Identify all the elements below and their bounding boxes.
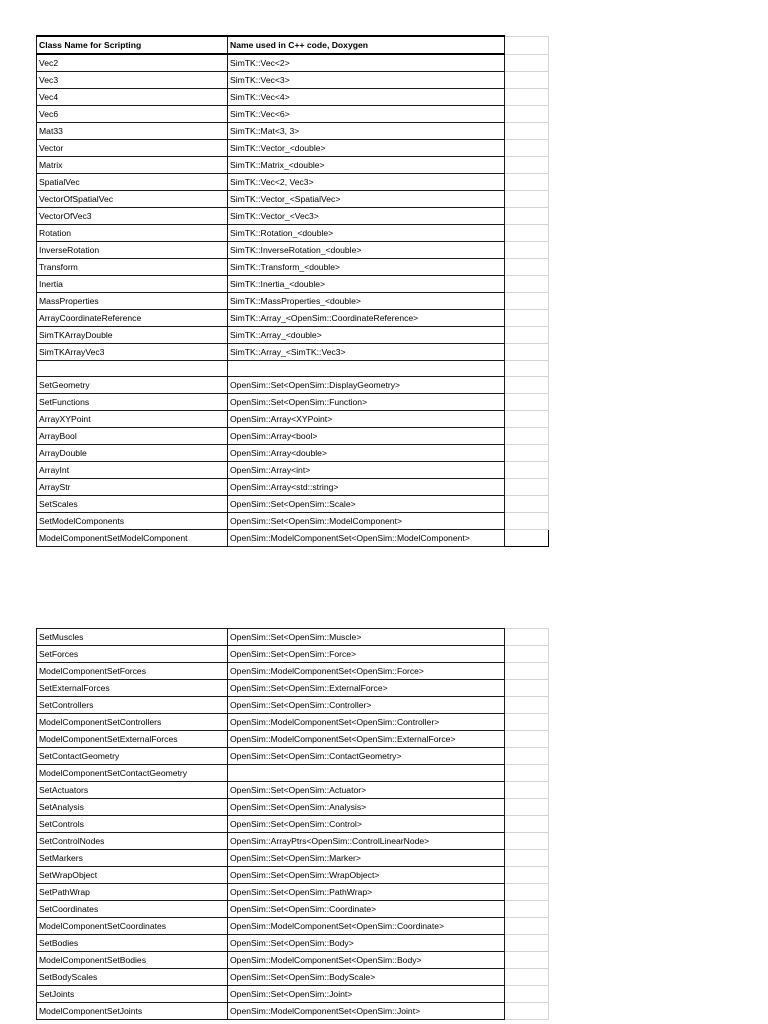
table-row	[37, 833, 549, 850]
cpp-name-cell: OpenSim::ModelComponentSet<OpenSim::Force>	[228, 663, 505, 680]
table-row	[37, 54, 549, 72]
table-row	[37, 191, 549, 208]
empty-grid-cell	[505, 140, 549, 157]
empty-grid-cell	[505, 731, 549, 748]
table-row	[37, 140, 549, 157]
cpp-name-cell: SimTK::Vector_<double>	[228, 140, 505, 157]
cpp-name-cell: OpenSim::Array<bool>	[228, 428, 505, 445]
scripting-class-name-cell: SimTKArrayDouble	[37, 327, 228, 344]
scripting-class-name-cell: SetMarkers	[37, 850, 228, 867]
scripting-class-name-cell: SimTKArrayVec3	[37, 344, 228, 361]
scripting-class-name-cell: Rotation	[37, 225, 228, 242]
table-row	[37, 782, 549, 799]
cpp-name-cell: OpenSim::Array<double>	[228, 445, 505, 462]
empty-grid-cell	[505, 663, 549, 680]
cpp-name-cell: SimTK::Vec<4>	[228, 89, 505, 106]
table-row	[37, 901, 549, 918]
cpp-name-cell: OpenSim::Set<OpenSim::Muscle>	[228, 629, 505, 646]
table-row	[37, 952, 549, 969]
scripting-class-name-cell: SetAnalysis	[37, 799, 228, 816]
cpp-name-cell: OpenSim::Set<OpenSim::Control>	[228, 816, 505, 833]
cpp-name-cell: OpenSim::Set<OpenSim::WrapObject>	[228, 867, 505, 884]
cpp-name-cell: SimTK::Rotation_<double>	[228, 225, 505, 242]
empty-grid-cell	[505, 174, 549, 191]
scripting-class-name-cell: ModelComponentSetCoordinates	[37, 918, 228, 935]
table-row	[37, 208, 549, 225]
empty-grid-cell	[505, 123, 549, 140]
scripting-class-name-cell: ArrayXYPoint	[37, 411, 228, 428]
scripting-class-name-cell: SetGeometry	[37, 377, 228, 394]
empty-grid-cell	[505, 629, 549, 646]
empty-grid-cell	[505, 225, 549, 242]
cpp-name-cell: OpenSim::Set<OpenSim::BodyScale>	[228, 969, 505, 986]
cpp-name-cell: OpenSim::Set<OpenSim::ExternalForce>	[228, 680, 505, 697]
empty-grid-cell	[505, 1003, 549, 1020]
table-row	[37, 697, 549, 714]
table-row	[37, 969, 549, 986]
table-row	[37, 174, 549, 191]
empty-grid-cell	[505, 89, 549, 106]
scripting-class-name-cell: SetActuators	[37, 782, 228, 799]
table-a-body	[37, 36, 549, 547]
empty-grid-cell	[505, 935, 549, 952]
scripting-class-name-cell: ModelComponentSetExternalForces	[37, 731, 228, 748]
empty-grid-cell	[505, 513, 549, 530]
scripting-class-name-cell: SetFunctions	[37, 394, 228, 411]
cpp-name-cell: OpenSim::Set<OpenSim::Joint>	[228, 986, 505, 1003]
empty-grid-cell	[505, 479, 549, 496]
table-row	[37, 935, 549, 952]
table-row	[37, 629, 549, 646]
scripting-class-name-cell: Inertia	[37, 276, 228, 293]
cpp-name-cell: OpenSim::Set<OpenSim::Analysis>	[228, 799, 505, 816]
empty-grid-cell	[505, 833, 549, 850]
cpp-name-cell: SimTK::Vector_<SpatialVec>	[228, 191, 505, 208]
table-row	[37, 530, 549, 547]
cpp-name-cell: SimTK::Vec<2, Vec3>	[228, 174, 505, 191]
table-row	[37, 986, 549, 1003]
table-row	[37, 867, 549, 884]
table-row	[37, 72, 549, 89]
scripting-class-name-cell: SetForces	[37, 646, 228, 663]
table-row	[37, 123, 549, 140]
table-row	[37, 462, 549, 479]
cpp-name-cell: OpenSim::Set<OpenSim::Controller>	[228, 697, 505, 714]
cpp-name-cell: SimTK::Vec<3>	[228, 72, 505, 89]
scripting-class-name-cell: ModelComponentSetModelComponent	[37, 530, 228, 547]
empty-grid-cell	[505, 530, 549, 547]
table-row	[37, 765, 549, 782]
cpp-name-cell: OpenSim::Set<OpenSim::Coordinate>	[228, 901, 505, 918]
empty-grid-cell	[505, 782, 549, 799]
cpp-name-cell: SimTK::Vector_<Vec3>	[228, 208, 505, 225]
scripting-class-name-cell: SetMuscles	[37, 629, 228, 646]
scripting-class-name-cell: ModelComponentSetContactGeometry	[37, 765, 228, 782]
cpp-name-cell: OpenSim::ModelComponentSet<OpenSim::ExternalForce>	[228, 731, 505, 748]
table-row	[37, 428, 549, 445]
empty-grid-cell	[505, 799, 549, 816]
cpp-name-cell: OpenSim::Array<std::string>	[228, 479, 505, 496]
empty-grid-cell	[505, 445, 549, 462]
empty-grid-cell	[505, 969, 549, 986]
cpp-name-cell: OpenSim::ModelComponentSet<OpenSim::Body>	[228, 952, 505, 969]
cpp-name-cell: SimTK::InverseRotation_<double>	[228, 242, 505, 259]
table-row	[37, 731, 549, 748]
table-row	[37, 1003, 549, 1020]
scripting-class-name-cell: SetBodies	[37, 935, 228, 952]
empty-grid-cell	[505, 208, 549, 225]
class-mapping-table-b	[36, 628, 549, 1020]
empty-grid-cell	[505, 697, 549, 714]
cpp-name-cell: OpenSim::Set<OpenSim::ModelComponent>	[228, 513, 505, 530]
cpp-name-cell: SimTK::Matrix_<double>	[228, 157, 505, 174]
table-row	[37, 411, 549, 428]
table-row	[37, 344, 549, 361]
scripting-class-name-cell: ModelComponentSetForces	[37, 663, 228, 680]
scripting-class-name-cell: Vector	[37, 140, 228, 157]
table-row	[37, 225, 549, 242]
scripting-class-name-cell: SetPathWrap	[37, 884, 228, 901]
table-row	[37, 496, 549, 513]
header-class-name-for-scripting: Class Name for Scripting	[37, 36, 228, 54]
empty-grid-cell	[505, 428, 549, 445]
empty-grid-cell	[505, 918, 549, 935]
table-row	[37, 748, 549, 765]
empty-grid-cell	[505, 191, 549, 208]
cpp-name-cell: OpenSim::ModelComponentSet<OpenSim::Joint>	[228, 1003, 505, 1020]
cpp-name-cell: OpenSim::Set<OpenSim::Scale>	[228, 496, 505, 513]
table-row	[37, 242, 549, 259]
empty-grid-cell	[505, 276, 549, 293]
empty-grid-cell	[505, 850, 549, 867]
table-row	[37, 276, 549, 293]
scripting-class-name-cell: SetContactGeometry	[37, 748, 228, 765]
empty-grid-cell	[505, 986, 549, 1003]
empty-grid-cell	[505, 884, 549, 901]
empty-grid-cell	[505, 344, 549, 361]
scripting-class-name-cell: Vec2	[37, 54, 228, 72]
scripting-class-name-cell: Mat33	[37, 123, 228, 140]
empty-grid-cell	[505, 714, 549, 731]
scripting-class-name-cell: VectorOfVec3	[37, 208, 228, 225]
table-row	[37, 327, 549, 344]
scripting-class-name-cell: ModelComponentSetJoints	[37, 1003, 228, 1020]
empty-grid-cell	[505, 106, 549, 123]
cpp-name-cell: SimTK::Inertia_<double>	[228, 276, 505, 293]
cpp-name-cell: SimTK::Vec<2>	[228, 54, 505, 72]
table-row	[37, 361, 549, 377]
empty-grid-cell	[505, 36, 549, 54]
scripting-class-name-cell	[37, 361, 228, 377]
table-row	[37, 663, 549, 680]
empty-grid-cell	[505, 327, 549, 344]
cpp-name-cell: SimTK::Array_<OpenSim::CoordinateReference>	[228, 310, 505, 327]
scripting-class-name-cell: SpatialVec	[37, 174, 228, 191]
empty-grid-cell	[505, 72, 549, 89]
scripting-class-name-cell: SetModelComponents	[37, 513, 228, 530]
scripting-class-name-cell: Vec4	[37, 89, 228, 106]
scripting-class-name-cell: Matrix	[37, 157, 228, 174]
empty-grid-cell	[505, 901, 549, 918]
empty-grid-cell	[505, 54, 549, 72]
cpp-name-cell: SimTK::Array_<double>	[228, 327, 505, 344]
scripting-class-name-cell: SetBodyScales	[37, 969, 228, 986]
table-row	[37, 377, 549, 394]
scripting-class-name-cell: Transform	[37, 259, 228, 276]
empty-grid-cell	[505, 157, 549, 174]
table-row	[37, 479, 549, 496]
table-row	[37, 816, 549, 833]
scripting-class-name-cell: ModelComponentSetControllers	[37, 714, 228, 731]
cpp-name-cell	[228, 765, 505, 782]
empty-grid-cell	[505, 680, 549, 697]
scripting-class-name-cell: VectorOfSpatialVec	[37, 191, 228, 208]
empty-grid-cell	[505, 242, 549, 259]
empty-grid-cell	[505, 765, 549, 782]
cpp-name-cell: SimTK::MassProperties_<double>	[228, 293, 505, 310]
empty-grid-cell	[505, 377, 549, 394]
scripting-class-name-cell: ModelComponentSetBodies	[37, 952, 228, 969]
empty-grid-cell	[505, 259, 549, 276]
table-row	[37, 850, 549, 867]
table-row	[37, 445, 549, 462]
table-row	[37, 680, 549, 697]
table-header-row	[37, 36, 549, 54]
scripting-class-name-cell: ArrayCoordinateReference	[37, 310, 228, 327]
scripting-class-name-cell: ArrayBool	[37, 428, 228, 445]
scripting-class-name-cell: SetControllers	[37, 697, 228, 714]
table-row	[37, 89, 549, 106]
empty-grid-cell	[505, 293, 549, 310]
cpp-name-cell: OpenSim::Set<OpenSim::Body>	[228, 935, 505, 952]
scripting-class-name-cell: ArrayInt	[37, 462, 228, 479]
cpp-name-cell: OpenSim::Set<OpenSim::DisplayGeometry>	[228, 377, 505, 394]
table-row	[37, 513, 549, 530]
cpp-name-cell: SimTK::Vec<6>	[228, 106, 505, 123]
cpp-name-cell: OpenSim::ModelComponentSet<OpenSim::Coordinate>	[228, 918, 505, 935]
cpp-name-cell: SimTK::Transform_<double>	[228, 259, 505, 276]
table-row	[37, 259, 549, 276]
cpp-name-cell: OpenSim::Set<OpenSim::Function>	[228, 394, 505, 411]
cpp-name-cell: OpenSim::Set<OpenSim::PathWrap>	[228, 884, 505, 901]
empty-grid-cell	[505, 867, 549, 884]
empty-grid-cell	[505, 310, 549, 327]
table-row	[37, 394, 549, 411]
cpp-name-cell: OpenSim::Set<OpenSim::Force>	[228, 646, 505, 663]
scripting-class-name-cell: SetJoints	[37, 986, 228, 1003]
empty-grid-cell	[505, 748, 549, 765]
scripting-class-name-cell: MassProperties	[37, 293, 228, 310]
table-row	[37, 799, 549, 816]
table-row	[37, 646, 549, 663]
cpp-name-cell: OpenSim::Set<OpenSim::Actuator>	[228, 782, 505, 799]
cpp-name-cell: OpenSim::ModelComponentSet<OpenSim::ModelComponent>	[228, 530, 505, 547]
cpp-name-cell	[228, 361, 505, 377]
cpp-name-cell: SimTK::Array_<SimTK::Vec3>	[228, 344, 505, 361]
table-row	[37, 884, 549, 901]
table-row	[37, 714, 549, 731]
scripting-class-name-cell: SetCoordinates	[37, 901, 228, 918]
scripting-class-name-cell: ArrayStr	[37, 479, 228, 496]
scripting-class-name-cell: ArrayDouble	[37, 445, 228, 462]
cpp-name-cell: SimTK::Mat<3, 3>	[228, 123, 505, 140]
empty-grid-cell	[505, 361, 549, 377]
header-name-used-in-cpp: Name used in C++ code, Doxygen	[228, 36, 505, 54]
cpp-name-cell: OpenSim::ModelComponentSet<OpenSim::Controller>	[228, 714, 505, 731]
scripting-class-name-cell: SetScales	[37, 496, 228, 513]
empty-grid-cell	[505, 411, 549, 428]
empty-grid-cell	[505, 496, 549, 513]
table-row	[37, 918, 549, 935]
scripting-class-name-cell: SetControls	[37, 816, 228, 833]
cpp-name-cell: OpenSim::ArrayPtrs<OpenSim::ControlLinearNode>	[228, 833, 505, 850]
scripting-class-name-cell: SetControlNodes	[37, 833, 228, 850]
cpp-name-cell: OpenSim::Set<OpenSim::Marker>	[228, 850, 505, 867]
cpp-name-cell: OpenSim::Set<OpenSim::ContactGeometry>	[228, 748, 505, 765]
cpp-name-cell: OpenSim::Array<int>	[228, 462, 505, 479]
scripting-class-name-cell: Vec3	[37, 72, 228, 89]
table-row	[37, 310, 549, 327]
scripting-class-name-cell: Vec6	[37, 106, 228, 123]
table-row	[37, 157, 549, 174]
empty-grid-cell	[505, 462, 549, 479]
empty-grid-cell	[505, 816, 549, 833]
scripting-class-name-cell: SetWrapObject	[37, 867, 228, 884]
scripting-class-name-cell: SetExternalForces	[37, 680, 228, 697]
table-row	[37, 106, 549, 123]
table-b-body	[37, 629, 549, 1020]
empty-grid-cell	[505, 394, 549, 411]
empty-grid-cell	[505, 646, 549, 663]
empty-grid-cell	[505, 952, 549, 969]
scripting-class-name-cell: InverseRotation	[37, 242, 228, 259]
class-mapping-table-a	[36, 35, 549, 547]
table-row	[37, 293, 549, 310]
cpp-name-cell: OpenSim::Array<XYPoint>	[228, 411, 505, 428]
